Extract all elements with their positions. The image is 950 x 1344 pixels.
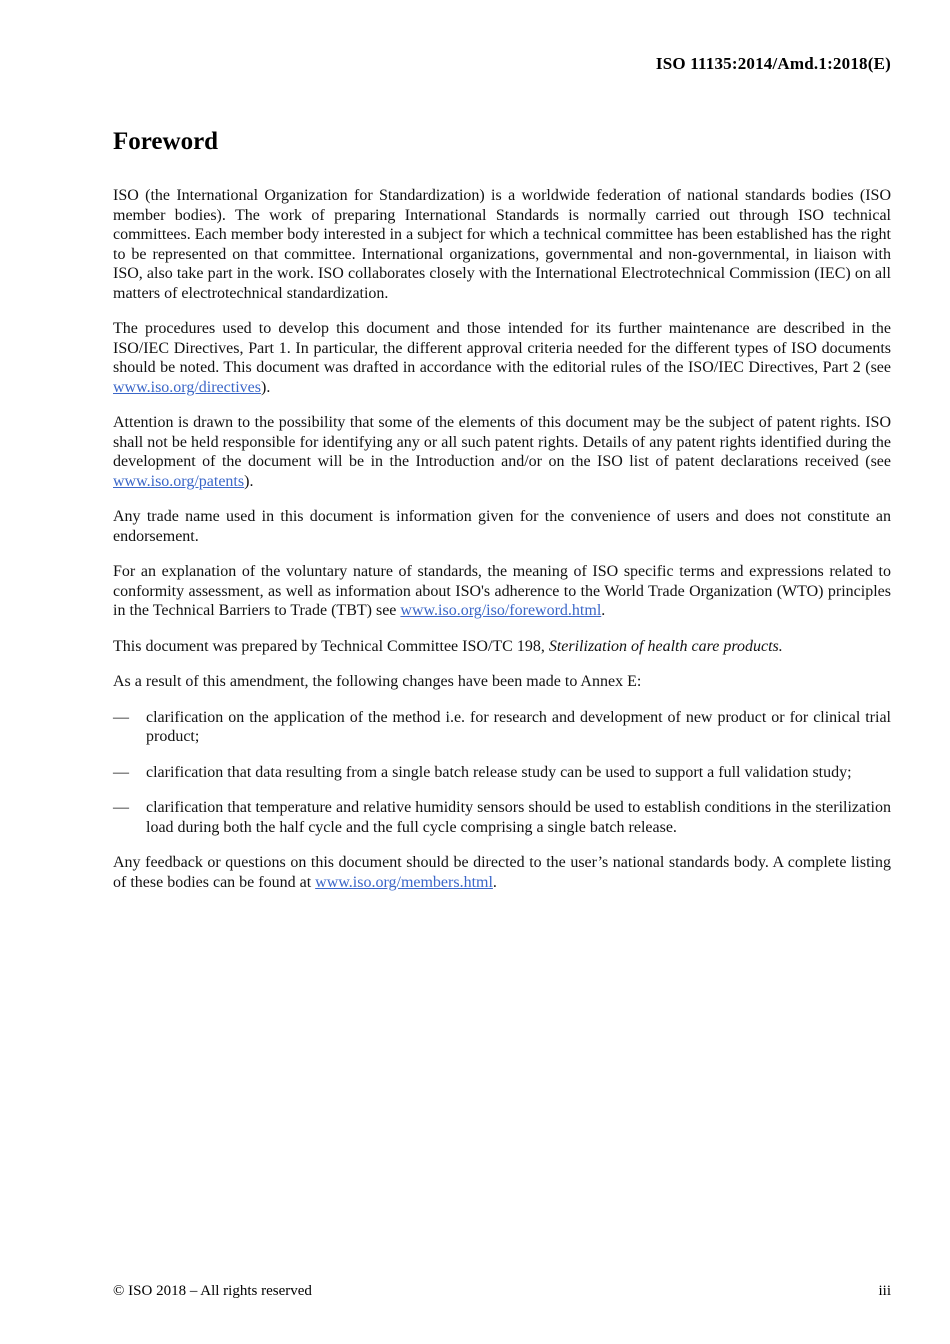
dash-marker: — xyxy=(113,708,129,726)
paragraph-directives xyxy=(113,319,891,397)
foreword-body xyxy=(113,186,891,908)
document-reference-header: ISO 11135:2014/Amd.1:2018(E) xyxy=(655,54,891,73)
bullet-text: clarification on the application of the method i.e. for research and development of new product or for clinical trial product; xyxy=(146,708,891,745)
paragraph-wto xyxy=(113,562,891,621)
list-item xyxy=(113,798,891,837)
link-iso-members[interactable]: www.iso.org/members.html xyxy=(315,873,493,891)
dash-marker: — xyxy=(113,799,129,816)
page-number: iii xyxy=(878,1283,891,1299)
paragraph-text: ISO (the International Organization for Standardization) is a worldwide federation of national standards bodies (ISO member bodies). The work of preparing International Standards is normally carried out through ISO technical committees. Each member body interested in a subject for which a technical committee has been established has the right to be represented on that committee. International organizations, governmental and non-governmental, in liaison with ISO, also take part in the work. ISO collaborates closely with the International Electrotechnical Commission (IEC) on all matters of electrotechnical standardization. xyxy=(113,187,891,302)
paragraph-patent-rights xyxy=(113,413,891,491)
paragraph-technical-committee xyxy=(113,637,891,657)
page-title: Foreword xyxy=(113,128,219,155)
bullet-text: clarification that data resulting from a single batch release study can be used to support a full validation study; xyxy=(146,763,852,781)
paragraph-text: This document was prepared by Technical Committee ISO/TC 198, xyxy=(113,637,549,655)
paragraph-iso-federation xyxy=(113,186,891,303)
paragraph-text: The procedures used to develop this document and those intended for its further maintenance are described in the ISO/IEC Directives, Part 1. In particular, the different approval criteria needed for the different types of ISO documents should be noted. This document was drafted in accordance with the editorial rules of the ISO/IEC Directives, Part 2 (see xyxy=(113,320,891,376)
link-iso-directives[interactable]: www.iso.org/directives xyxy=(113,378,261,396)
link-iso-foreword[interactable]: www.iso.org/iso/foreword.html xyxy=(400,602,602,619)
page-footer xyxy=(113,1283,891,1300)
paragraph-text: ). xyxy=(260,378,271,396)
paragraph-text: Any feedback or questions on this document should be directed to the user’s national standards body. A complete listing of these bodies can be found at xyxy=(113,854,891,891)
list-item xyxy=(113,708,891,747)
dash-marker: — xyxy=(113,763,129,781)
paragraph-text: As a result of this amendment, the following changes have been made to Annex E: xyxy=(113,673,642,690)
list-item xyxy=(113,763,891,783)
paragraph-text: . xyxy=(492,873,497,891)
paragraph-feedback xyxy=(113,853,891,892)
paragraph-text: Any trade name used in this document is information given for the convenience of users and does not constitute an endorsement. xyxy=(113,508,891,545)
paragraph-trade-name xyxy=(113,507,891,546)
paragraph-text: . xyxy=(601,602,606,619)
paragraph-text: Attention is drawn to the possibility that some of the elements of this document may be the subject of patent rights. ISO shall not be held responsible for identifying any or all such patent rights. Details of any patent rights identified during the development of the document will be in the Introduction and/or on the ISO list of patent declarations received (see xyxy=(113,414,891,470)
link-iso-patents[interactable]: www.iso.org/patents xyxy=(113,472,245,490)
paragraph-text: ). xyxy=(244,472,254,490)
paragraph-amendment-intro xyxy=(113,672,891,692)
copyright-notice: © ISO 2018 – All rights reserved xyxy=(113,1283,312,1299)
paragraph-text: For an explanation of the voluntary nature of standards, the meaning of ISO specific terms and expressions related to conformity assessment, as well as information about ISO's adherence to the World Trade Organization (WTO) principles in the Technical Barriers to Trade (TBT) see xyxy=(113,563,891,619)
bullet-text: clarification that temperature and relative humidity sensors should be used to establish conditions in the sterilization load during both the half cycle and the full cycle comprising a single batch release. xyxy=(146,799,891,836)
committee-subject-italic: Sterilization of health care products. xyxy=(548,637,783,655)
